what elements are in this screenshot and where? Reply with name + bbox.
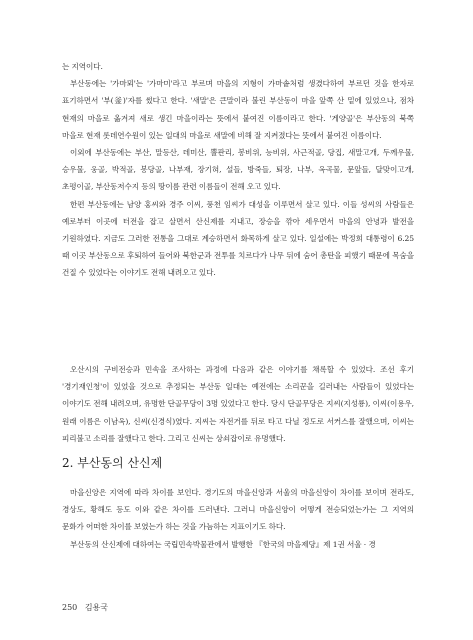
page-number: 250: [62, 603, 78, 612]
paragraph: 한편 부산동에는 남양 홍씨와 경주 이씨, 풍천 임씨가 대성을 이루면서 살고 있다. 이들 성씨의 사람들은 예로부터 이곳에 터전을 잡고 살면서 산신제를 지내고, 장승을 깎아 세우면서 마을의 안녕과 발전을 기원하였다. 지금도 그러한 전통을 그대로 계승하면서 화목하게 살고 있다. 일설에는 박정희 대통령이 6.25 때 이곳 부산동으로 후퇴하여 들어와 북한군과 전투를 치르다가 나무 뒤에 숨어 총탄을 피했기 때문에 목숨을 건질 수 있었다는 이야기도 전해 내려오고 있다.: [62, 199, 414, 278]
paragraph: 오산시의 구비전승과 민속을 조사하는 과정에 다음과 같은 이야기를 채록할 수 있었다. 조선 후기 '경기재인청'이 있었을 것으로 추정되는 부산동 일대는 예전에는 소리꾼을 길러내는 사람들이 있었다는 이야기도 전해 내려오며, 유명한 단골무당이 3명 있었다고 한다. 당시 단골무당은 지씨(지성룡), 이씨(이용우, 원래 이름은 이남옥), 신씨(신경식)였다. 지씨는 자전거를 뒤로 타고 다닐 정도로 서커스를 잘했으며, 이씨는 피리불고 소리를 잘했다고 한다. 그리고 신씨는 상쇠잡이로 유명했다.: [62, 365, 414, 443]
paragraph: 이외에 부산동에는 부산, 말등산, 데미산, 뿔판리, 봉비위, 능비위, 사근적골, 당집, 새말고개, 두께우물, 승우물, 웅골, 박적골, 봉당골, 나부재, 장기혀, 설들, 방죽들, 퇴장, 나부, 옥곡물, 문앞들, 달맞이고개, 초평이골, 부산동저수지 등의 땅이름 관련 이름들이 전해 오고 있다.: [62, 148, 414, 192]
page-footer: [62, 602, 108, 614]
paragraph: 부산동의 산신제에 대하여는 국립민속박물관에서 발행한 『한국의 마을제당』제 1권 서울 · 경: [70, 539, 376, 549]
paragraph: 마을신앙은 지역에 따라 차이를 보인다. 경기도의 마을신앙과 서울의 마을신앙이 차이를 보이며 전라도, 경상도, 황해도 등도 이와 같은 차이를 드러낸다. 그러니 마을신앙이 어떻게 전승되었는가는 그 지역의 문화가 어떠한 차이를 보였는가 하는 것을 가늠하는 지표이기도 하다.: [62, 488, 414, 532]
body-text-group-3: [62, 484, 414, 553]
body-text-group-2: [62, 361, 414, 447]
section-heading: 2. 부산동의 산신제: [62, 456, 163, 470]
paragraph: 는 지역이다.: [62, 62, 103, 71]
paragraph: 부산동에는 '가마뫼'는 '가마미'라고 부르며 마을의 지형이 가마솥처럼 생겼다하여 부르던 것을 한자로 표기하면서 '부(釜)'자를 썼다고 한다. '새말'은 큰말이라 불린 부산동이 마을 앞쪽 산 밑에 있었으나, 점차 현재의 마을로 옮겨져 새로 생긴 마을이라는 뜻에서 붙여진 이름이라고 한다. '게양골'은 부산동의 북쪽 마을로 현재 롯데연수원이 있는 일대의 마을로 새말에 비해 잘 지켜졌다는 뜻에서 붙여진 이름이다.: [62, 79, 414, 140]
body-text-group-1: [62, 58, 414, 282]
footer-author: 김용국: [84, 603, 109, 612]
